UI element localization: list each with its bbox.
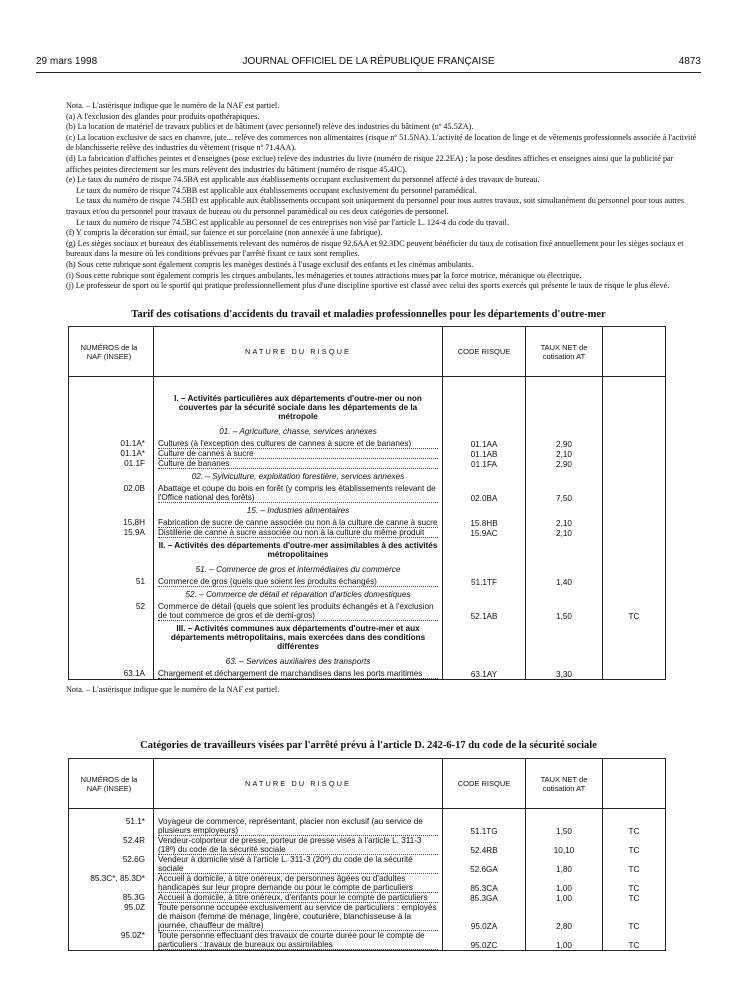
col-header-nature: NATURE DU RISQUE [154, 327, 443, 377]
taux-cell: 3,30 [526, 669, 603, 680]
col-header-naf: NUMÉROS de la NAF (INSEE) [69, 327, 154, 377]
taux-cell: 2,10 [526, 518, 603, 528]
section-heading: III. – Activités communes aux départements d'outre-mer et aux départements métropolitains, mais exercées dans des conditions différentes [154, 621, 443, 654]
code-cell: 95.0ZA [443, 903, 526, 931]
tc-cell: TC [603, 874, 666, 893]
tc-cell [603, 518, 666, 528]
naf-cell: 15.8H [69, 518, 154, 528]
nature-cell: Toute personne effectuant des travaux de courte durée pour le compte de particuliers : travaux de bureaux ou assimilables [154, 931, 443, 951]
table1-nota: Nota. – L'astérisque indique que le numéro de la NAF est partiel. [66, 685, 280, 694]
nature-cell: Commerce de gros (quels que soient les produits échangés) [154, 577, 443, 587]
nature-cell: Vendeur à domicile visé à l'article L. 311-3 (20º) du code de la sécurité sociale [154, 855, 443, 874]
code-cell: 51.1TG [443, 817, 526, 836]
tc-cell [603, 449, 666, 459]
naf-cell: 95.0Z* [69, 931, 154, 951]
code-cell: 51.1TF [443, 577, 526, 587]
note: Nota. – L'astérisque indique que le numéro de la NAF est partiel. [66, 101, 280, 110]
table-row [69, 855, 666, 874]
page-header [36, 56, 701, 70]
code-cell: 01.1FA [443, 459, 526, 469]
naf-cell: 95.0Z [69, 903, 154, 931]
table1 [68, 326, 666, 680]
note: (h) Sous cette rubrique sont également compris les manèges destinés à l'usage exclusif des enfants et les cinémas ambulants. [66, 259, 474, 269]
col-header-nature: NATURE DU RISQUE [154, 759, 443, 809]
note: (a) A l'exclusion des glandes pour produits opothérapiques. [66, 111, 260, 121]
taux-cell: 2,10 [526, 449, 603, 459]
nature-cell: Accueil à domicile, à titre onéreux, d'enfants pour le compte de particuliers [154, 893, 443, 903]
taux-cell: 1,00 [526, 893, 603, 903]
table-row [69, 518, 666, 528]
taux-cell: 2,90 [526, 439, 603, 449]
col-header-code: CODE RISQUE [443, 759, 526, 809]
section-heading: I. – Activités particulières aux départements d'outre-mer ou non couvertes par la sécurité sociale dans les départements de la métropole [154, 391, 443, 424]
header-rule [36, 72, 701, 73]
naf-cell: 52.4R [69, 836, 154, 855]
section-row [69, 503, 666, 518]
table-row [69, 528, 666, 538]
section-row [69, 424, 666, 439]
taux-cell: 1,80 [526, 855, 603, 874]
code-cell: 01.1AB [443, 449, 526, 459]
section-row [69, 654, 666, 669]
naf-cell: 52 [69, 602, 154, 621]
tc-cell: TC [603, 931, 666, 951]
section-heading: 51. – Commerce de gros et intermédiaires du commerce [154, 562, 443, 577]
col-header-tc [603, 759, 666, 809]
naf-cell: 01.1A* [69, 449, 154, 459]
naf-cell: 52.6G [69, 855, 154, 874]
col-header-naf: NUMÉROS de la NAF (INSEE) [69, 759, 154, 809]
taux-cell: 2,90 [526, 459, 603, 469]
taux-cell: 7,50 [526, 484, 603, 503]
nature-cell: Vendeur-colporteur de presse, porteur de presse visés à l'article L. 311-3 (18º) du code de la sécurité sociale [154, 836, 443, 855]
code-cell: 63.1AY [443, 669, 526, 680]
section-heading: 52. – Commerce de détail et réparation d'articles domestiques [154, 587, 443, 602]
note: (c) La location exclusive de sacs en chanvre, jute... relève des commerces non alimentaires (risque nº 51.5NA). L'activité de location de linge et de vêtements professionnels associée à l'activité de blanchisserie relève des industries du vêtement (risque nº 71.4AA). [66, 132, 697, 153]
taux-cell: 1,50 [526, 817, 603, 836]
section-heading: 15. – Industries alimentaires [154, 503, 443, 518]
table2 [68, 758, 666, 951]
section-heading: 01. – Agriculture, chasse, services annexes [154, 424, 443, 439]
table1-title: Tarif des cotisations d'accidents du travail et maladies professionnelles pour les départements d'outre-mer [131, 309, 606, 320]
nature-cell: Commerce de détail (quels que soient les produits échangés et à l'exclusion de tout commerce de gros et de demi-gros) [154, 602, 443, 621]
tc-cell [603, 484, 666, 503]
naf-cell: 02.0B [69, 484, 154, 503]
nature-cell: Toute personne occupée exclusivement au service de particuliers : employés de maison (femme de ménage, lingère, couturière, blanchisseuse à la journée, chauffeur de maître) [154, 903, 443, 931]
table-row [69, 903, 666, 931]
nature-cell: Accueil à domicile, à titre onéreux, de personnes âgées ou d'adultes handicapés sur leur propre demande ou pour le compte de particuliers [154, 874, 443, 893]
note: (f) Y compris la décoration sur émail, sur faïence et sur porcelaine (non annexée à une fabrique). [66, 228, 383, 238]
naf-cell: 85.3C*, 85.3D* [69, 874, 154, 893]
tc-cell: TC [603, 893, 666, 903]
note: (j) Le professeur de sport ou le sportif qui pratique professionnellement plus d'une discipline sportive est classé avec celui des sports exercés qui présente le taux de risque le plus élevé. [66, 281, 670, 291]
tc-cell: TC [603, 602, 666, 621]
section-row [69, 587, 666, 602]
tc-cell: TC [603, 855, 666, 874]
note: (e) Le taux du numéro de risque 74.5BA est applicable aux établissements occupant exclusivement du personnel affecté à des travaux de bureau. [66, 175, 540, 185]
table-row [69, 449, 666, 459]
tc-cell: TC [603, 817, 666, 836]
note: (d) La fabrication d'affiches peintes et d'enseignes (pose exclue) relève des industries du livre (numéro de risque 22.2EA) ; la pose desdites affiches et enseignes ainsi que la publicité par affiches peintes directement sur les murs relèvent des industries du bâtiment (numéro de risque 45.4JC). [66, 153, 674, 174]
note: (g) Les sièges sociaux et bureaux des établissements relevant des numéros de risque 92.6AA et 92.3DC peuvent bénéficier du taux de cotisation fixé annuellement pour les sièges sociaux et bureaux dans la mesure où les conditions prévues par l'arrêté fixant ce taux sont remplies. [66, 238, 684, 259]
naf-cell: 51 [69, 577, 154, 587]
code-cell: 02.0BA [443, 484, 526, 503]
code-cell: 85.3GA [443, 893, 526, 903]
section-heading: 63. – Services auxiliaires des transports [154, 654, 443, 669]
col-header-taux: TAUX NET de cotisation AT [526, 759, 603, 809]
nature-cell: Culture de bananes [154, 459, 443, 469]
section-heading: 02. – Sylviculture, exploitation forestière, services annexes [154, 469, 443, 484]
taux-cell: 1,40 [526, 577, 603, 587]
code-cell: 15.8HB [443, 518, 526, 528]
code-cell: 15.9AC [443, 528, 526, 538]
table-row [69, 577, 666, 587]
tc-cell [603, 577, 666, 587]
code-cell: 95.0ZC [443, 931, 526, 951]
table-row [69, 893, 666, 903]
table2-title: Catégories de travailleurs visées par l'arrêté prévu à l'article D. 242-6-17 du code de la sécurité sociale [140, 740, 597, 751]
tc-cell: TC [603, 903, 666, 931]
taux-cell: 1,00 [526, 931, 603, 951]
nature-cell: Culture de cannes à sucre [154, 449, 443, 459]
col-header-tc [603, 327, 666, 377]
note: (b) La location de matériel de travaux publics et de bâtiment (avec personnel) relève des industries du bâtiment (nº 45.5ZA). [66, 122, 474, 132]
naf-cell: 85.3G [69, 893, 154, 903]
nature-cell: Chargement et déchargement de marchandises dans les ports maritimes [154, 669, 443, 680]
naf-cell: 15.9A [69, 528, 154, 538]
tc-cell [603, 439, 666, 449]
nature-cell: Distillerie de canne à sucre associée ou non à la culture du même produit [154, 528, 443, 538]
code-cell: 52.6GA [443, 855, 526, 874]
code-cell: 85.3CA [443, 874, 526, 893]
tc-cell [603, 669, 666, 680]
note: (i) Sous cette rubrique sont également compris les cirques ambulants, les ménageries et toutes attractions mues par la force motrice, mécanique ou électrique. [66, 270, 582, 280]
section-row [69, 562, 666, 577]
footnotes [66, 101, 698, 292]
table-row [69, 931, 666, 951]
table-row [69, 817, 666, 836]
table-row [69, 669, 666, 680]
nature-cell: Fabrication de sucre de canne associée ou non à la culture de canne à sucre [154, 518, 443, 528]
code-cell: 52.4RB [443, 836, 526, 855]
naf-cell: 01.1A* [69, 439, 154, 449]
table-row [69, 484, 666, 503]
code-cell: 01.1AA [443, 439, 526, 449]
section-heading: II. – Activités des départements d'outre-mer assimilables à des activités métropolitaines [154, 538, 443, 562]
table-row [69, 459, 666, 469]
header-journal: JOURNAL OFFICIEL DE LA RÉPUBLIQUE FRANÇAISE [242, 56, 495, 67]
col-header-taux: TAUX NET de cotisation AT [526, 327, 603, 377]
table-row [69, 439, 666, 449]
note: Le taux du numéro de risque 74.5BD est applicable aux établissements occupant soit uniquement du personnel pour tous autres travaux, soit simultanément du personnel pour tous autres travaux et/ou du personnel pour travaux de bureau ou du personnel paramédical ou ces deux catégories de personnel. [66, 196, 685, 216]
section-row [69, 538, 666, 562]
section-row [69, 469, 666, 484]
tc-cell [603, 528, 666, 538]
taux-cell: 1,00 [526, 874, 603, 893]
taux-cell: 10,10 [526, 836, 603, 855]
naf-cell: 51.1* [69, 817, 154, 836]
nature-cell: Abattage et coupe du bois en forêt (y compris les établissements relevant de l'Office national des forêts) [154, 484, 443, 503]
table-row [69, 836, 666, 855]
nature-cell: Voyageur de commerce, représentant, placier non exclusif (au service de plusieurs employeurs) [154, 817, 443, 836]
taux-cell: 2,10 [526, 528, 603, 538]
table-row [69, 602, 666, 621]
header-date: 29 mars 1998 [36, 56, 98, 67]
tc-cell [603, 459, 666, 469]
naf-cell: 63.1A [69, 669, 154, 680]
section-row [69, 621, 666, 654]
note: Le taux du numéro de risque 74.5BB est applicable aux établissements occupant exclusivement du personnel paramédical. [76, 185, 477, 195]
naf-cell: 01.1F [69, 459, 154, 469]
taux-cell: 2,80 [526, 903, 603, 931]
taux-cell: 1,50 [526, 602, 603, 621]
header-page-number: 4873 [678, 56, 701, 67]
note: Le taux du numéro de risque 74.5BC est applicable au personnel de ces entreprises non visé par l'article L. 124-4 du code du travail. [76, 217, 510, 227]
col-header-code: CODE RISQUE [443, 327, 526, 377]
tc-cell: TC [603, 836, 666, 855]
nature-cell: Cultures (à l'exception des cultures de cannes à sucre et de bananes) [154, 439, 443, 449]
table-row [69, 874, 666, 893]
section-row [69, 391, 666, 424]
code-cell: 52.1AB [443, 602, 526, 621]
